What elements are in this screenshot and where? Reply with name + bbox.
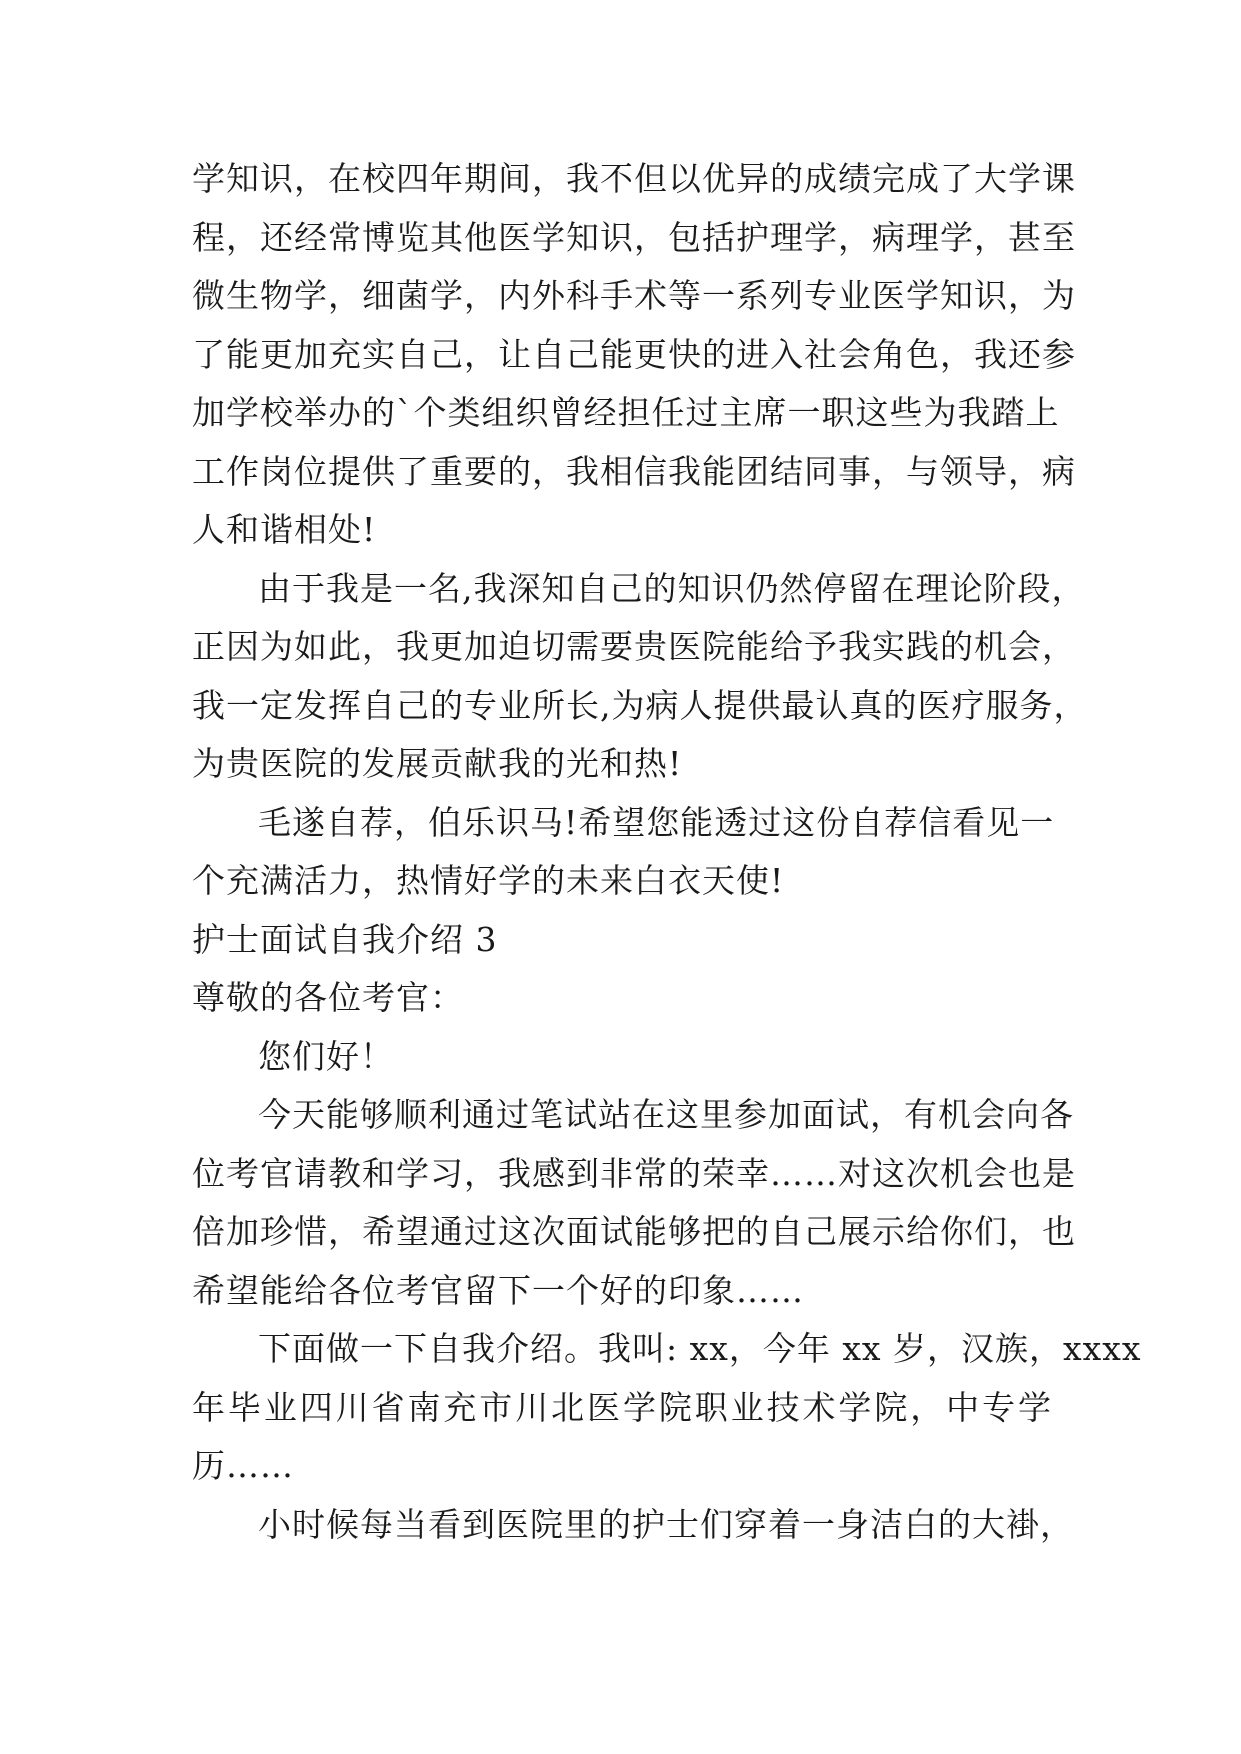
text-line: 历…… (192, 1446, 294, 1485)
section-heading: 护士面试自我介绍 3 (192, 919, 498, 959)
text-line: 为贵医院的发展贡献我的光和热! (192, 744, 683, 783)
text-line: 倍加珍惜，希望通过这次面试能够把的自己展示给你们，也 (192, 1212, 1076, 1251)
text-line: 由于我是一名,我深知自己的知识仍然停留在理论阶段， (258, 568, 1086, 608)
text-line: 了能更加充实自己，让自己能更快的进入社会角色，我还参 (192, 334, 1076, 374)
text-line: 人和谐相处! (192, 510, 377, 549)
text-line: 小时候每当看到医院里的护士们穿着一身洁白的大褂， (258, 1504, 1074, 1544)
text-line: 年毕业四川省南充市川北医学院职业技术学院，中专学 (192, 1387, 1052, 1427)
text-line: 个充满活力，热情好学的未来白衣天使! (192, 861, 785, 900)
text-line: 今天能够顺利通过笔试站在这里参加面试，有机会向各 (258, 1095, 1074, 1134)
text-line: 程，还经常博览其他医学知识，包括护理学，病理学，甚至 (192, 217, 1076, 257)
text-line: 毛遂自荐，伯乐识马!希望您能透过这份自荐信看见一 (258, 802, 1055, 842)
text-line: 希望能给各位考官留下一个好的印象…… (192, 1270, 804, 1310)
text-line: 位考官请教和学习，我感到非常的荣幸……对这次机会也是 (192, 1153, 1076, 1193)
text-line: 工作岗位提供了重要的，我相信我能团结同事，与领导，病 (192, 451, 1076, 491)
document-body (192, 150, 1142, 1554)
salutation: 尊敬的各位考官： (192, 978, 464, 1017)
text-line: 学知识，在校四年期间，我不但以优异的成绩完成了大学课 (192, 159, 1076, 198)
text-line: 正因为如此，我更加迫切需要贵医院能给予我实践的机会， (192, 627, 1076, 666)
text-line: 微生物学，细菌学，内外科手术等一系列专业医学知识，为 (192, 276, 1076, 315)
text-line: 我一定发挥自己的专业所长,为病人提供最认真的医疗服务， (192, 685, 1088, 725)
text-line: 下面做一下自我介绍。我叫: xx，今年 xx 岁，汉族，xxxx (258, 1329, 1142, 1368)
greeting: 您们好！ (258, 1036, 394, 1076)
text-line: 加学校举办的`个类组织曾经担任过主席一职这些为我踏上 (192, 393, 1060, 432)
